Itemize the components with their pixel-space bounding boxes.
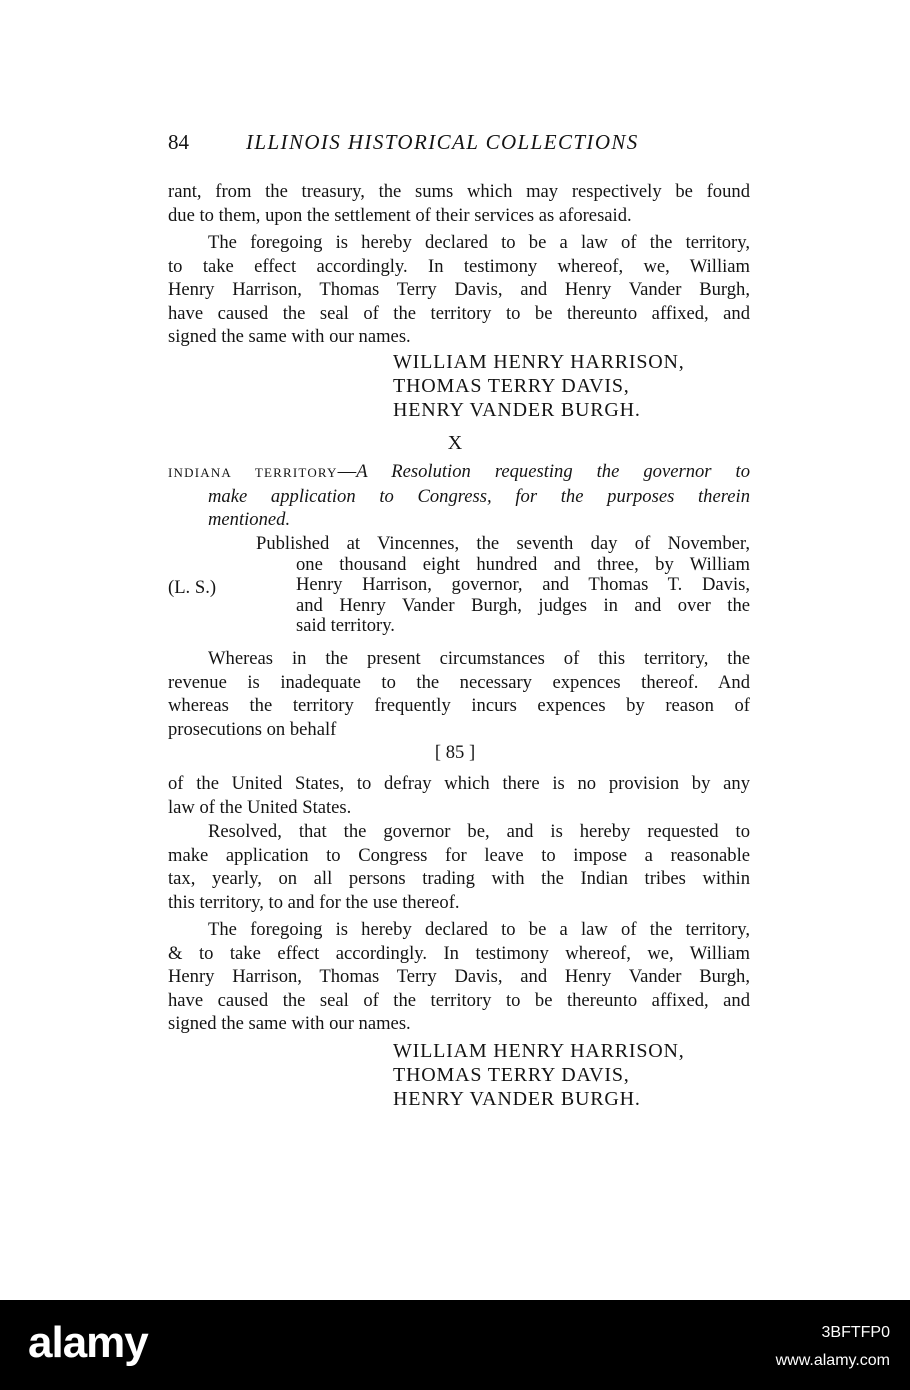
text-line: have caused the seal of the territory to be thereunto affixed, and <box>168 989 750 1011</box>
heading-title-3: mentioned. <box>208 509 291 531</box>
text-line: revenue is inadequate to the necessary expences thereof. And <box>168 671 750 693</box>
text-line: whereas the territory frequently incurs expences by reason of <box>168 695 750 717</box>
text-line: to take effect accordingly. In testimony whereof, we, William <box>168 255 750 277</box>
signature-harrison-2: WILLIAM HENRY HARRISON, <box>393 1040 685 1062</box>
text-line: Henry Harrison, Thomas Terry Davis, and Henry Vander Burgh, <box>168 279 750 301</box>
signature-vander-burgh: HENRY VANDER BURGH. <box>393 399 641 421</box>
heading-title-2: make application to Congress, for the purposes therein <box>208 485 750 507</box>
paragraph-foregoing-2 <box>168 918 750 1036</box>
signature-davis: THOMAS TERRY DAVIS, <box>393 375 630 397</box>
text-line: The foregoing is hereby declared to be a law of the territory, <box>208 232 750 253</box>
pub-line: Henry Harrison, governor, and Thomas T. Davis, <box>296 574 750 595</box>
heading-line <box>168 460 750 485</box>
paragraph-rant <box>168 180 750 227</box>
page-number: 84 <box>168 130 189 154</box>
heading-title-1: A Resolution requesting the governor to <box>356 461 750 482</box>
text-line: tax, yearly, on all persons trading with the Indian tribes within <box>168 868 750 890</box>
signature-harrison: WILLIAM HENRY HARRISON, <box>393 351 685 373</box>
paragraph-resolved <box>168 820 750 914</box>
signature-vander-burgh-2: HENRY VANDER BURGH. <box>393 1088 641 1110</box>
text-line: law of the United States. <box>168 796 352 818</box>
signature-davis-2: THOMAS TERRY DAVIS, <box>393 1064 630 1086</box>
paragraph-foregoing-1 <box>168 231 750 349</box>
text-line: signed the same with our names. <box>168 1013 411 1035</box>
publication-note <box>256 533 750 637</box>
text-line: Henry Harrison, Thomas Terry Davis, and Henry Vander Burgh, <box>168 966 750 988</box>
alamy-logo: alamy <box>28 1318 148 1367</box>
text-line: have caused the seal of the territory to be thereunto affixed, and <box>168 302 750 324</box>
text-line: this territory, to and for the use thereof. <box>168 891 460 913</box>
text-line: prosecutions on behalf <box>168 718 337 740</box>
pub-line: said territory. <box>296 615 395 636</box>
heading-label: INDIANA TERRITORY <box>168 465 338 480</box>
text-line: & to take effect accordingly. In testimony whereof, we, William <box>168 942 750 964</box>
section-numeral: X <box>447 432 463 454</box>
heading-dash: — <box>337 461 357 482</box>
text-line: due to them, upon the settlement of their services as aforesaid. <box>168 204 632 226</box>
text-line: make application to Congress for leave to impose a reasonable <box>168 844 750 866</box>
text-line: rant, from the treasury, the sums which may respectively be found <box>168 181 750 202</box>
pub-line: and Henry Vander Burgh, judges in and over the <box>296 594 750 616</box>
image-id: 3BFTFP0 <box>821 1324 890 1341</box>
running-title: ILLINOIS HISTORICAL COLLECTIONS <box>246 130 639 154</box>
watermark-banner <box>0 1300 910 1390</box>
seal-mark: (L. S.) <box>168 577 217 598</box>
pub-line: one thousand eight hundred and three, by William <box>296 553 750 575</box>
text-line: Whereas in the present circumstances of this territory, the <box>208 648 750 669</box>
text-line: The foregoing is hereby declared to be a law of the territory, <box>208 919 750 940</box>
page-header <box>168 130 750 164</box>
text-line: Resolved, that the governor be, and is hereby requested to <box>208 821 750 842</box>
section-heading <box>168 460 750 532</box>
paragraph-united-states <box>168 772 750 819</box>
site-url: www.alamy.com <box>775 1352 890 1369</box>
text-line: of the United States, to defray which there is no provision by any <box>168 773 750 794</box>
pub-line: Published at Vincennes, the seventh day of November, <box>256 533 750 554</box>
paragraph-whereas <box>168 647 750 741</box>
text-line: signed the same with our names. <box>168 326 411 348</box>
page-marker: [ 85 ] <box>434 742 476 763</box>
